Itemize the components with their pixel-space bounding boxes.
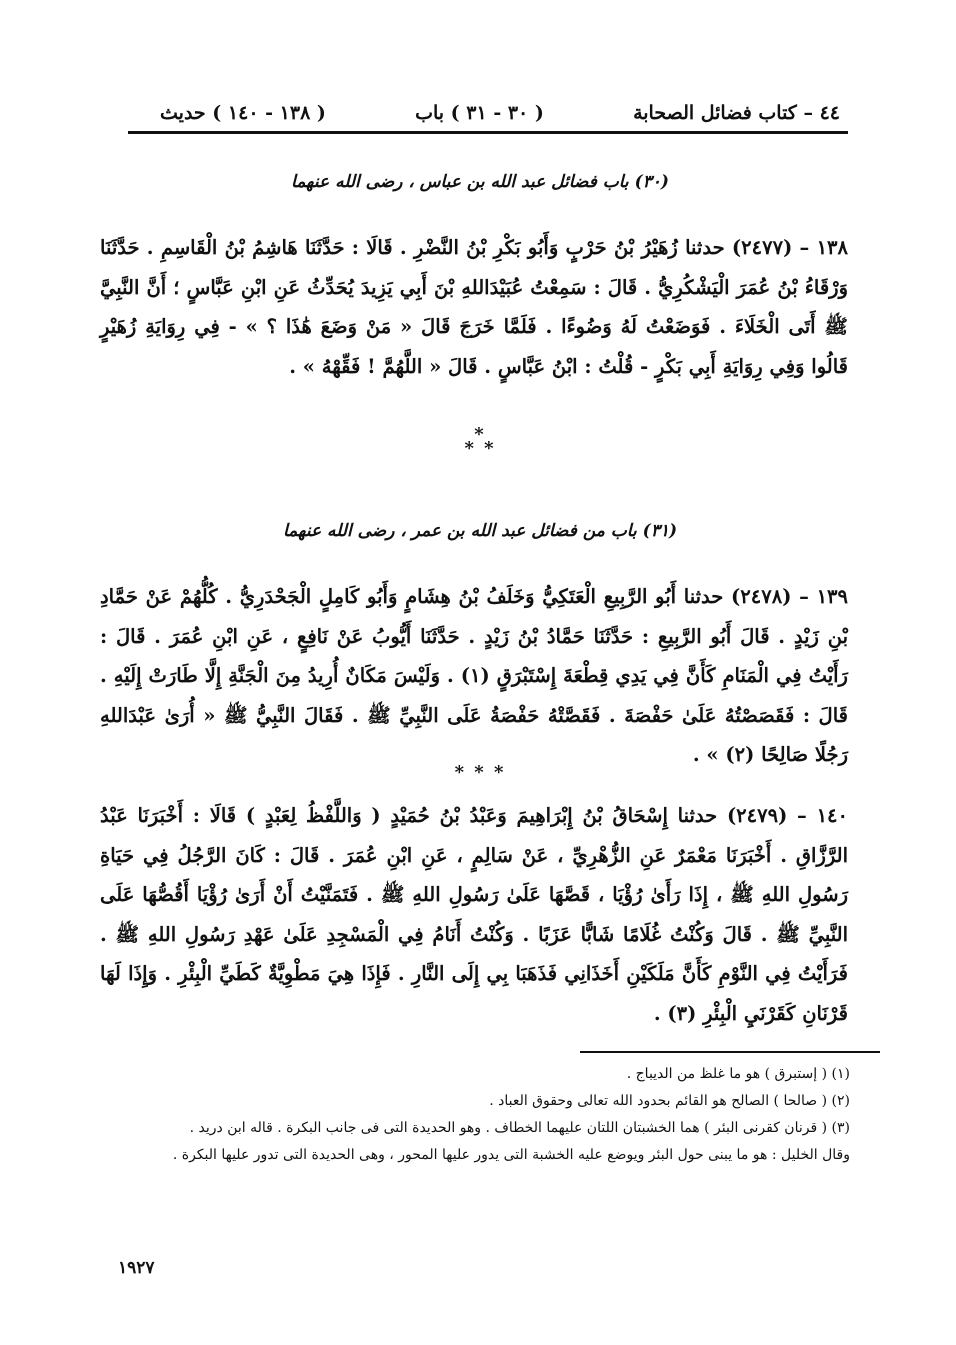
footnotes [100, 1061, 850, 1169]
hadith-140: ١٤٠ – (٢٤٧٩) حدثنا إِسْحَاقُ بْنُ إِبْرَاهِيمَ وَعَبْدُ بْنُ حُمَيْدٍ ( وَاللَّفْظُ لِعَبْدٍ ) قَالَا : أَخْبَرَنَا عَبْدُ الرَّزَّاقِ . أَخْبَرَنَا مَعْمَرٌ عَنِ الزُّهْرِيِّ ، عَنْ سَالِمٍ ، عَنِ ابْنِ عُمَرَ . قَالَ : كَانَ الرَّجُلُ فِي حَيَاةِ رَسُولِ اللهِ ﷺ ، إِذَا رَأَىٰ رُؤْيَا ، قَصَّهَا عَلَىٰ رَسُولِ اللهِ ﷺ . فَتَمَنَّيْتُ أَنْ أَرَىٰ رُؤْيَا أَقُصُّهَا عَلَى النَّبِيِّ ﷺ . قَالَ وَكُنْتُ غُلَامًا شَابًّا عَزَبًا . وَكُنْتُ أَنَامُ فِي الْمَسْجِدِ عَلَىٰ عَهْدِ رَسُولِ اللهِ ﷺ . فَرَأَيْتُ فِي النَّوْمِ كَأَنَّ مَلَكَيْنِ أَخَذَانِي فَذَهَبَا بِي إِلَى النَّارِ . فَإِذَا هِيَ مَطْوِيَّةٌ كَطَيِّ الْبِئْرِ . وَإِذَا لَهَا قَرْنَانِ كَقَرْنَيِ الْبِئْرِ (٣) . [100, 804, 848, 1025]
footnote-3: (٣) ( قرنان كقرنى البئر ) هما الخشبتان اللتان عليهما الخطاف . وهو الحديدة التى فى جانب البكرة . قاله ابن دريد . [189, 1120, 850, 1136]
header-hadith-range: ( ١٣٨ - ١٤٠ ) حديث [160, 102, 326, 124]
chapter-title-30: (٣٠) باب فضائل عبد الله بن عباس ، رضى الله عنهما [291, 172, 669, 192]
hadith-138: ١٣٨ – (٢٤٧٧) حدثنا زُهَيْرُ بْنُ حَرْبٍ وَأَبُو بَكْرِ بْنُ النَّضْرِ . قَالَا : حَدَّثَنَا هَاشِمُ بْنُ الْقَاسِمِ . حَدَّثَنَا وَرْقَاءُ بْنُ عُمَرَ الْيَشْكُرِيُّ . قَالَ : سَمِعْتُ عُبَيْدَاللهِ بْنَ أَبِي يَزِيدَ يُحَدِّثُ عَنِ ابْنِ عَبَّاسٍ ؛ أَنَّ النَّبِيَّ ﷺ أَتَى الْخَلَاءَ . فَوَضَعْتُ لَهُ وَضُوءًا . فَلَمَّا خَرَجَ قَالَ « مَنْ وَضَعَ هَٰذَا ؟ » - فِي رِوَايَةِ زُهَيْرٍ قَالُوا وَفِي رِوَايَةِ أَبِي بَكْرٍ - قُلْتُ : ابْنُ عَبَّاسٍ . قَالَ « اللَّهُمَّ ! فَقِّهْهُ » . [100, 236, 848, 378]
header-chapter-range: ( ٣٠ - ٣١ ) باب [415, 102, 544, 124]
header-rule [128, 131, 848, 134]
chapter-title-31: (٣١) باب من فضائل عبد الله بن عمر ، رضى الله عنهما [282, 521, 677, 541]
hadith-139: ١٣٩ – (٢٤٧٨) حدثنا أَبُو الرَّبِيعِ الْعَتَكِيُّ وَخَلَفُ بْنُ هِشَامٍ وَأَبُو كَامِلٍ الْجَحْدَرِيُّ . كُلُّهُمْ عَنْ حَمَّادِ بْنِ زَيْدٍ . قَالَ أَبُو الرَّبِيعِ : حَدَّثَنَا حَمَّادُ بْنُ زَيْدٍ . حَدَّثَنَا أَيُّوبُ عَنْ نَافِعٍ ، عَنِ ابْنِ عُمَرَ . قَالَ : رَأَيْتُ فِي الْمَنَامِ كَأَنَّ فِي يَدِي قِطْعَةَ إِسْتَبْرَقٍ (١) . وَلَيْسَ مَكَانٌ أُرِيدُ مِنَ الْجَنَّةِ إِلَّا طَارَتْ إِلَيْهِ . قَالَ : فَقَصَصْتُهُ عَلَىٰ حَفْصَةَ . فَقَصَّتْهُ حَفْصَةُ عَلَى النَّبِيِّ ﷺ . فَقَالَ النَّبِيُّ ﷺ « أُرَىٰ عَبْدَاللهِ رَجُلًا صَالِحًا (٢) » . [100, 585, 848, 766]
footnote-1: (١) ( إستبرق ) هو ما غلظ من الديباج . [626, 1066, 850, 1082]
running-header [160, 96, 840, 130]
footnote-rule [580, 1051, 880, 1053]
header-book-title: ٤٤ – كتاب فضائل الصحابة [633, 102, 840, 124]
page-number: ١٩٢٧ [118, 1258, 155, 1278]
section-separator-stars: * * * [464, 424, 496, 459]
footnote-2: (٢) ( صالحا ) الصالح هو القائم بحدود الله تعالى وحقوق العباد . [489, 1093, 850, 1109]
hadith-separator-stars: * * * [454, 762, 506, 783]
footnote-3-continuation: وقال الخليل : هو ما يبنى حول البئر ويوضع عليه الخشبة التى يدور عليها المحور ، وهى الحديدة التى تدور عليها البكرة . [172, 1147, 850, 1163]
